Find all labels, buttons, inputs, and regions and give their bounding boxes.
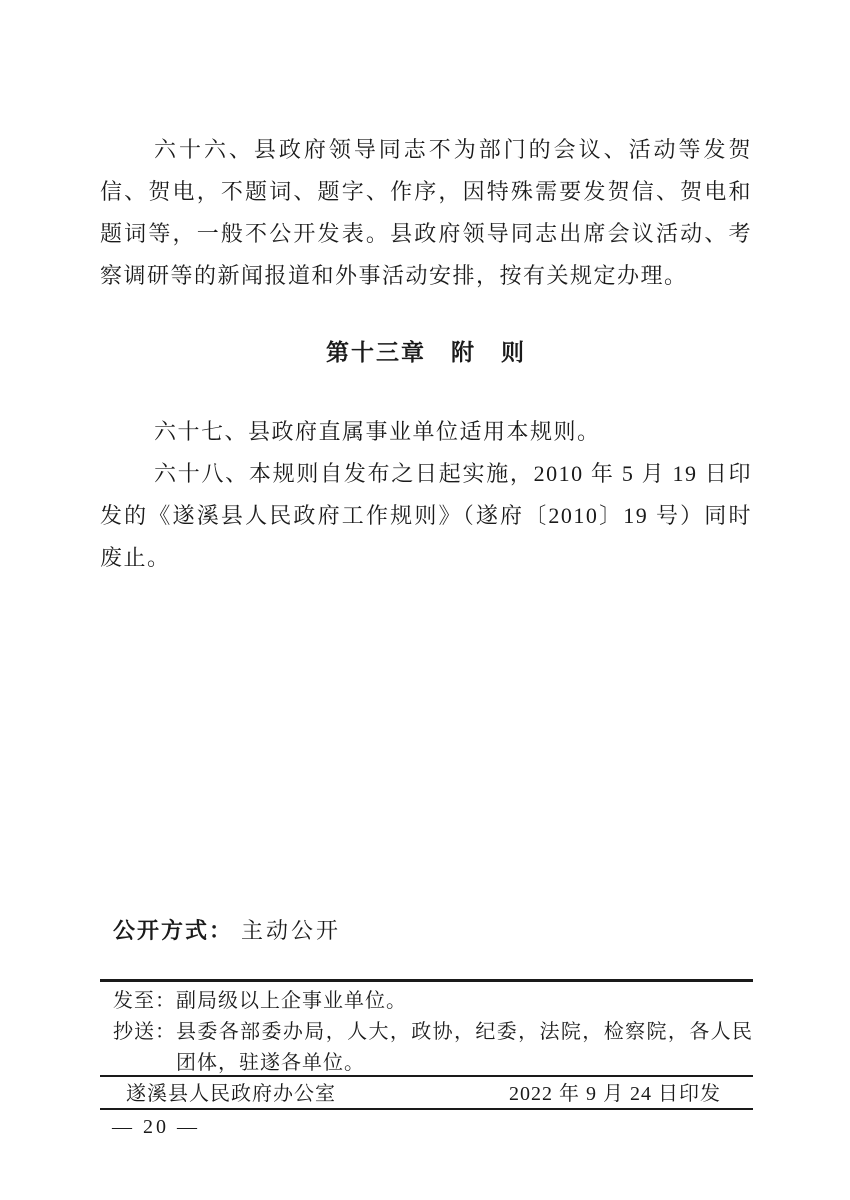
distribution-row-sent-to [113, 986, 753, 1017]
paragraph-article-67: 六十七、县政府直属事业单位适用本规则。 [154, 419, 601, 444]
distribution-row-copy-to [113, 1017, 753, 1079]
copy-to-label: 抄送： [113, 1021, 176, 1043]
disclosure-label: 公开方式： [113, 918, 234, 943]
page-number: — 20 — [112, 1116, 200, 1138]
print-date: 2022 年 9 月 24 日印发 [509, 1083, 721, 1105]
sent-to-label: 发至： [113, 990, 176, 1012]
disclosure-line [113, 916, 341, 946]
distribution-block [113, 986, 753, 1079]
paragraph-article-68: 六十八、本规则自发布之日起实施，2010 年 5 月 19 日印发的《遂溪县人民政府工作规则》（遂府〔2010〕19 号）同时废止。 [100, 461, 752, 570]
divider-middle-rule [100, 1075, 753, 1077]
divider-top-rule [100, 979, 753, 982]
section-articles-67-68 [100, 411, 752, 579]
issuer-office: 遂溪县人民政府办公室 [126, 1083, 336, 1105]
issuer-row [100, 1081, 753, 1107]
paragraph-article-66: 六十六、县政府领导同志不为部门的会议、活动等发贺信、贺电，不题词、题字、作序，因特殊需要发贺信、贺电和题词等，一般不公开发表。县政府领导同志出席会议活动、考察调研等的新闻报道和外事活动安排，按有关规定办理。 [100, 137, 752, 288]
chapter-heading: 第十三章 附 则 [326, 339, 526, 365]
sent-to-value: 副局级以上企事业单位。 [176, 990, 407, 1012]
copy-to-value: 县委各部委办局，人大，政协，纪委，法院，检察院，各人民团体，驻遂各单位。 [176, 1021, 753, 1074]
divider-bottom-rule [100, 1108, 753, 1110]
section-article-66 [100, 129, 752, 297]
disclosure-value: 主动公开 [241, 918, 342, 943]
